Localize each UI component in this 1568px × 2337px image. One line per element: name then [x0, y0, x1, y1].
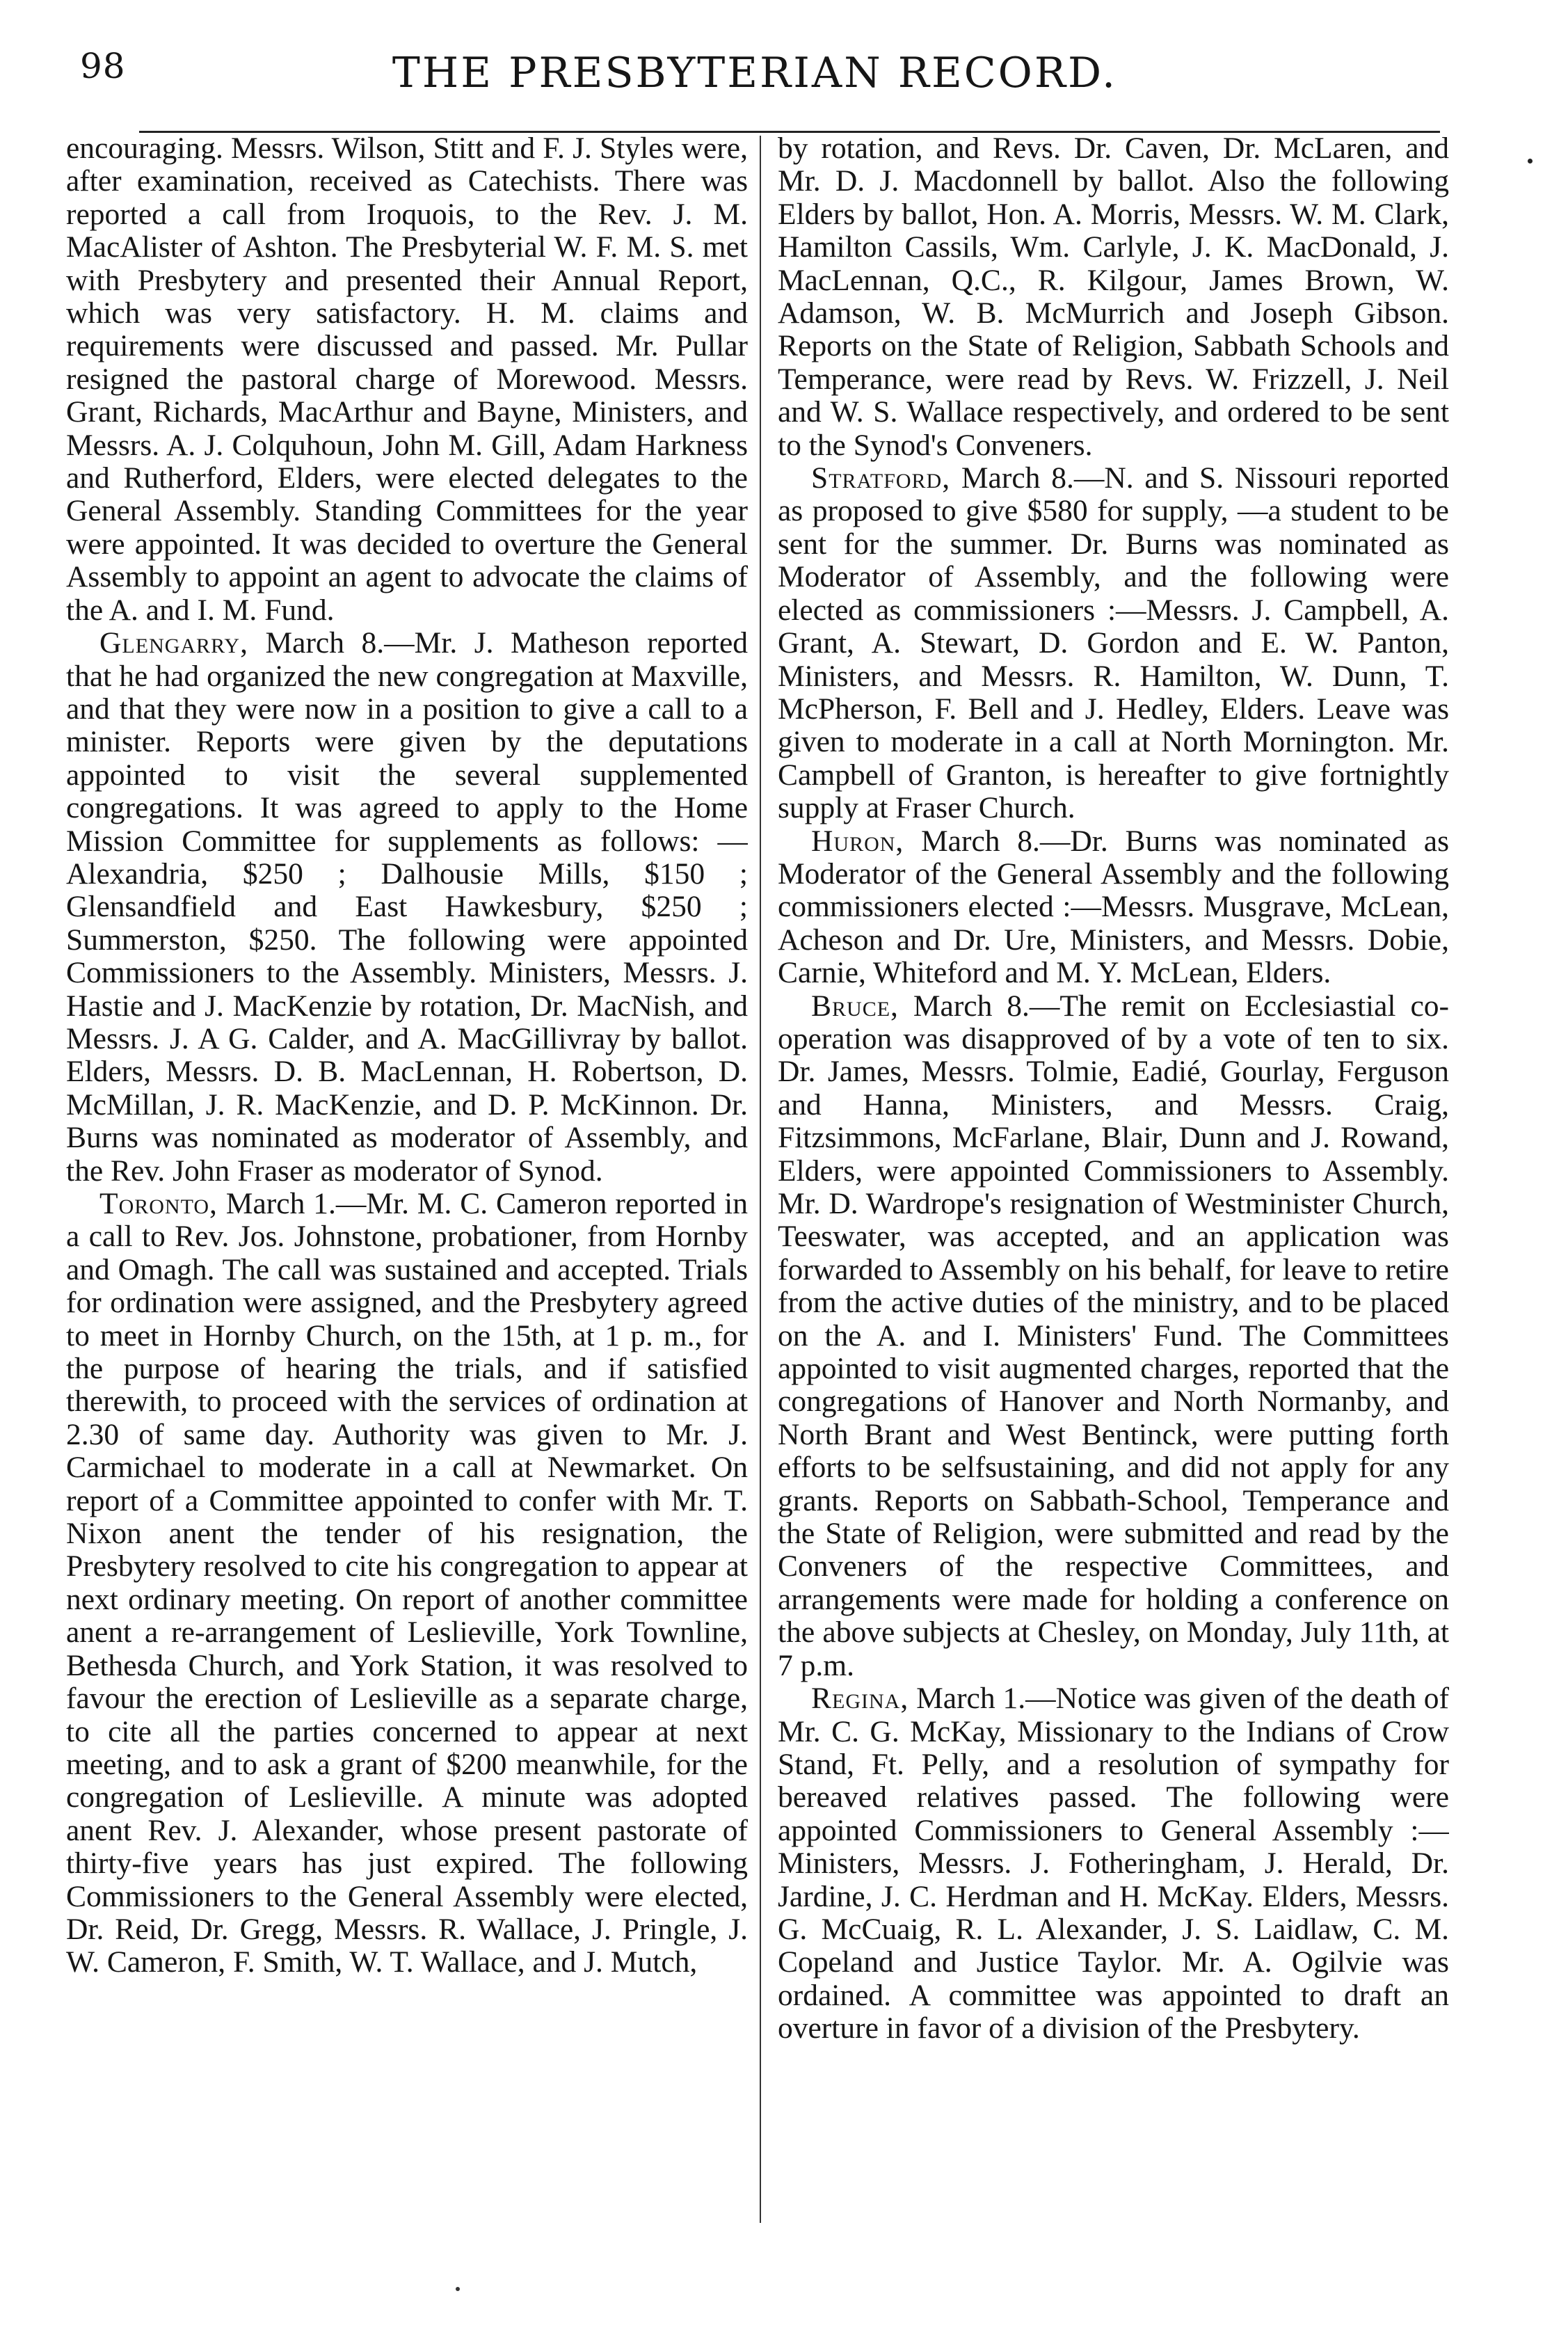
page-header [49, 35, 1440, 104]
running-title: THE PRESBYTERIAN RECORD. [392, 49, 1118, 97]
paragraph-text: March 8.—Mr. J. Matheson reported that he had organized the new congregation at Maxville, and that they were now in a position to give a call to a minister. Reports were given by the deputations appointed to visit the several supplemented congregations. It was agreed to apply to the Home Mission Committee for supplements as follows: —Alexandria, $250 ; Dalhousie Mills, $150 ; Glensandfield and East Hawkesbury, $250 ; Summerston, $250. The following were appointed Commissioners to the Assembly. Ministers, Messrs. J. Hastie and J. MacKenzie by rotation, Dr. MacNish, and Messrs. J. A G. Calder, and A. MacGillivray by ballot. Elders, Messrs. D. B. MacLennan, H. Robertson, D. McMillan, J. R. MacKenzie, and D. P. McKinnon. Dr. Burns was nominated as moderator of Assembly, and the Rev. John Fraser as moderator of Synod. [66, 626, 748, 1188]
column-divider [760, 136, 761, 2223]
presbytery-name: Toronto, [99, 1187, 218, 1220]
paragraph-text: March 8.—Dr. Burns was nominated as Moderator of the General Assembly and the following commissioners elected :—Messrs. Musgrave, McLean, Acheson and Dr. Ure, Ministers, and Messrs. Dobie, Carnie, Whiteford and M. Y. McLean, Elders. [778, 824, 1449, 990]
presbytery-name: Stratford, [811, 461, 951, 495]
paragraph-text: March 8.—The remit on Ecclesiastial co-operation was disapproved of by a vote of ten to six. Dr. James, Messrs. Tolmie, Eadié, Gourlay, Ferguson and Hanna, Ministers, and Messrs. Craig, Fitzsimmons, McFarlane, Blair, Dunn and J. Rowand, Elders, were appointed Commissioners to Assembly. Mr. D. Wardrope's resignation of Westminister Church, Teeswater, was accepted, and an application was forwarded to Assembly on his behalf, for leave to retire from the active duties of the ministry, and to be placed on the A. and I. Ministers' Fund. The Committees appointed to visit augmented charges, reported that the congregations of Hanover and North Normanby, and North Brant and West Bentinck, were putting forth efforts to be selfsustaining, and did not apply for any grants. Reports on Sabbath-School, Temperance and the State of Religion, were submitted and read by the Conveners of the respective Committees, and arrangements were made for holding a conference on the above subjects at Chesley, on Monday, July 11th, at 7 p.m. [778, 989, 1449, 1682]
right-column [778, 132, 1449, 2233]
paragraph-regina [778, 1682, 1449, 2045]
paragraph-continued [66, 132, 748, 627]
print-speck [1528, 159, 1533, 163]
paragraph-bruce [778, 990, 1449, 1683]
paragraph-stratford [778, 462, 1449, 824]
presbytery-name: Glengarry, [99, 626, 248, 660]
paragraph-text: March 8.—N. and S. Nissouri reported as proposed to give $580 for supply, —a student to be sent for the summer. Dr. Burns was nominated as Moderator of Assembly, and the following were elected as commissioners :—Messrs. J. Campbell, A. Grant, A. Stewart, D. Gordon and E. W. Panton, Ministers, and Messrs. R. Hamilton, W. Dunn, T. McPherson, F. Bell and J. Hedley, Elders. Leave was given to moderate in a call at North Mornington. Mr. Campbell of Granton, is hereafter to give fortnightly supply at Fraser Church. [778, 461, 1449, 825]
page-number: 98 [80, 46, 126, 86]
paragraph-toronto-continued [778, 132, 1449, 462]
presbytery-name: Huron, [811, 824, 904, 858]
paragraph-text: March 1.—Notice was given of the death of Mr. C. G. McKay, Missionary to the Indians of Crow Stand, Ft. Pelly, and a resolution of sympathy for bereaved relatives passed. The following were appointed Commissioners to General Assembly :—Ministers, Messrs. J. Fotheringham, J. Herald, Dr. Jardine, J. C. Herdman and H. McKay. Elders, Messrs. G. McCuaig, R. L. Alexander, J. S. Laidlaw, C. M. Copeland and Justice Taylor. Mr. A. Ogilvie was ordained. A committee was appointed to draft an overture in favor of a division of the Presbytery. [778, 1682, 1449, 2045]
paragraph-text: by rotation, and Revs. Dr. Caven, Dr. McLaren, and Mr. D. J. Macdonnell by ballot. Also the following Elders by ballot, Hon. A. Morris, Messrs. W. M. Clark, Hamilton Cassils, Wm. Carlyle, J. K. MacDonald, J. MacLennan, Q.C., R. Kilgour, James Brown, W. Adamson, W. B. McMurrich and Joseph Gibson. Reports on the State of Religion, Sabbath Schools and Temperance, were read by Revs. W. Frizzell, J. Neil and W. S. Wallace respectively, and ordered to be sent to the Synod's Conveners. [778, 132, 1449, 462]
presbytery-name: Regina, [811, 1682, 909, 1716]
paragraph-text: March 1.—Mr. M. C. Cameron reported in a call to Rev. Jos. Johnstone, probationer, from Hornby and Omagh. The call was sustained and accepted. Trials for ordination were assigned, and the Presbytery agreed to meet in Hornby Church, on the 15th, at 1 p. m., for the purpose of hearing the trials, and if satisfied therewith, to proceed with the services of ordination at 2.30 of same day. Authority was given to Mr. J. Carmichael to moderate in a call at Newmarket. On report of a Committee appointed to confer with Mr. T. Nixon anent the tender of his resignation, the Presbytery resolved to cite his congregation to appear at next ordinary meeting. On report of another committee anent a re-arrangement of Leslieville, York Townline, Bethesda Church, and York Station, it was resolved to favour the erection of Leslieville as a separate charge, to cite all the parties concerned to appear at next meeting, and to ask a grant of $200 meanwhile, for the congregation of Leslieville. A minute was adopted anent Rev. J. Alexander, whose present pastorate of thirty-five years has just expired. The following Commissioners to the General Assembly were elected, Dr. Reid, Dr. Gregg, Messrs. R. Wallace, J. Pringle, J. W. Cameron, F. Smith, W. T. Wallace, and J. Mutch, [66, 1187, 748, 1979]
print-speck [456, 2287, 460, 2291]
paragraph-text: encouraging. Messrs. Wilson, Stitt and F. J. Styles were, after examination, received as Catechists. There was reported a call from Iroquois, to the Rev. J. M. MacAlister of Ashton. The Presbyterial W. F. M. S. met with Presbytery and presented their Annual Report, which was very satisfactory. H. M. claims and requirements were discussed and passed. Mr. Pullar resigned the pastoral charge of Morewood. Messrs. Grant, Richards, MacArthur and Bayne, Ministers, and Messrs. A. J. Colquhoun, John M. Gill, Adam Harkness and Rutherford, Elders, were elected delegates to the General Assembly. Standing Committees for the year were appointed. It was decided to overture the General Assembly to appoint an agent to advocate the claims of the A. and I. M. Fund. [66, 132, 748, 627]
paragraph-toronto [66, 1188, 748, 1979]
paragraph-glengarry [66, 627, 748, 1188]
left-column [66, 132, 748, 2233]
paragraph-huron [778, 825, 1449, 990]
presbytery-name: Bruce, [811, 989, 899, 1023]
